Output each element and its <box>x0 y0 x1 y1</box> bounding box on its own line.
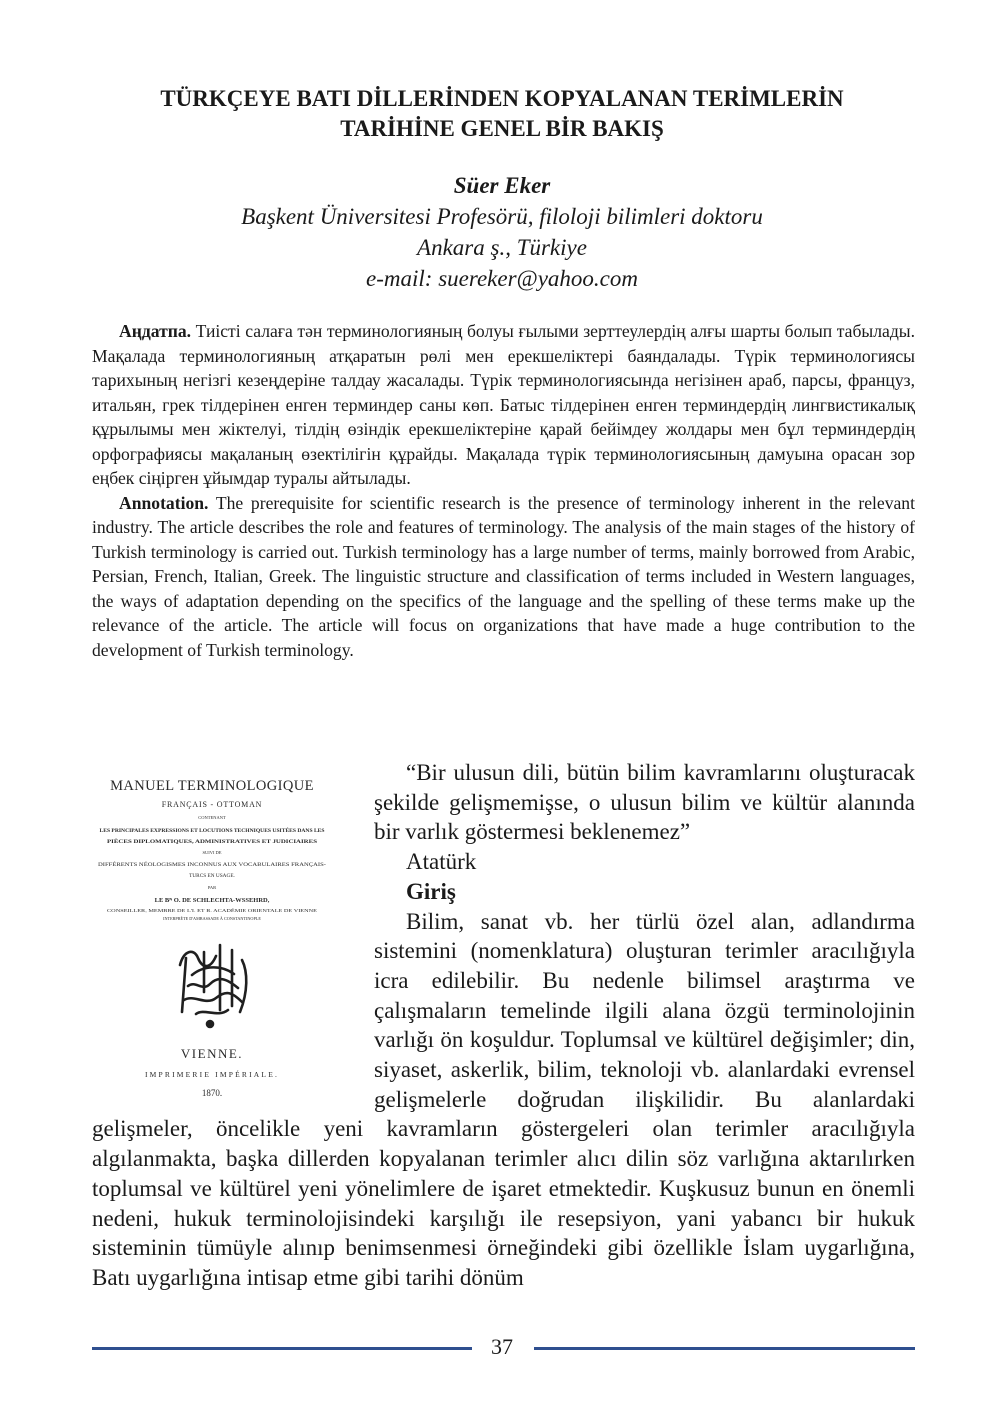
figure-book-title: MANUEL TERMINOLOGIQUE <box>110 778 314 794</box>
article-body <box>92 758 915 1293</box>
footer-rule-right <box>534 1347 915 1350</box>
author-position: Başkent Üniversitesi Profesörü, filoloji bilimleri doktoru <box>241 204 763 229</box>
author-name: Süer Eker <box>453 173 551 198</box>
figure-author: LE Bᴺ O. DE SCHLECHTA-WSSEHRD, <box>154 897 270 904</box>
figure-line-d: TURCS EN USAGE. <box>189 873 235 879</box>
figure-author-sub-2: INTERPRÈTE D'AMBASSADE À CONSTANTINOPLE <box>163 916 261 921</box>
body-paragraph: Bilim, sanat vb. her türlü özel alan, adlandırma sistemini (nomenklatura) oluşturan terimler aracılığıyla icra edilebilir. Bu nedenle bilimsel araştırma ve çalışmaların temelinde ilgili alana özgü terminolojinin varlığı ön koşuldur. Toplumsal ve kültürel değişimler; din, siyaset, askerlik, bilim, teknoloji vb. alanlardaki evrensel gelişmelerle doğrudan ilişkilidir. Bu alanlardaki gelişmeler, öncelikle yeni kavramların göstergeleri olan terimler aracılığıyla algılanmakta, başka dillerden kopyalanan terimler alıcı dilin söz varlığına aktarılırken toplumsal ve kültürel yeni yönelimlere de işaret etmektedir. Kuşkusuz bunun en önemli nedeni, hukuk terminolojisindeki karşılığı ile resepsiyon, yani yabancı bir hukuk sisteminin tümüyle alınıp benimsenmesi örneğindeki gibi özellikle İslam uygarlığına, Batı uygarlığına intisap etme gibi tarihi dönüm <box>92 908 915 1290</box>
figure-line-b: PIÈCES DIPLOMATIQUES, ADMINISTRATIVES ET JUDICIAIRES <box>107 839 270 845</box>
figure-year: 1870. <box>201 1088 223 1098</box>
abstract-english-label: Annotation. <box>119 492 209 513</box>
epigraph-author: Atatürk <box>406 849 477 875</box>
figure-book-subtitle: FRANÇAIS - OTTOMAN <box>161 800 263 809</box>
figure-line-contenant: CONTENANT <box>198 815 226 820</box>
abstract-english <box>92 491 915 663</box>
figure-city: VIENNE. <box>180 1046 244 1061</box>
figure-author-sub-1: CONSEILLER, MEMBRE DE L'I. ET R. ACADÉMIE ORIENTALE DE VIENNE <box>107 908 248 913</box>
author-email: e-mail: suereker@yahoo.com <box>366 266 638 291</box>
article-title-line-2: TARİHİNE GENEL BİR BAKIŞ <box>340 116 664 141</box>
figure-line-a: LES PRINCIPALES EXPRESSIONS ET LOCUTIONS TECHNIQUES USITÉES DANS LES <box>99 828 314 834</box>
figure-press: IMPRIMERIE IMPÉRIALE. <box>144 1070 280 1079</box>
page-number: 37 <box>491 1334 513 1359</box>
abstract-kazakh-label: Аңдатпа. <box>119 321 192 341</box>
article-title-line-1: TÜRKÇEYE BATI DİLLERİNDEN KOPYALANAN TERİMLERİN <box>160 86 844 111</box>
figure-line-par: PAR <box>207 885 217 890</box>
figure-line-c: DIFFÉRENTS NÉOLOGISMES INCONNUS AUX VOCABULAIRES FRANÇAIS- <box>98 862 281 868</box>
abstract-kazakh-text: Тиісті салаға тән терминологияның болуы ғылыми зерттеулердің алғы шарты болып табылады. Мақалада терминологияның атқаратын рөлі мен ерекшеліктері баяндалады. Түрік терминологиясы тарихының негізгі кезеңдеріне талдау жасалады. Түрік терминологиясында негізінен араб, парсы, француз, итальян, грек тілдерінен енген терминдер саны көп. Батыс тілдерінен енген терминдердің лингвистикалық құрылымы мен жіктелуі, тілдің өзіндік ерекшеліктеріне қарай бейімдеу жолдары мен бұл терминдердің орфографиясы мақаланың өзектілігін құрайды. Мақалада түрік терминологиясының дамуына орасан зор еңбек сіңірген ұйымдар туралы айтылады. <box>92 321 915 488</box>
abstract-kazakh <box>92 319 915 491</box>
footer-rule-left <box>92 1347 472 1350</box>
author-location: Ankara ş., Türkiye <box>417 235 587 260</box>
epigraph-quote: “Bir ulusun dili, bütün bilim kavramlarını oluşturacak şekilde gelişmemişse, o ulusun bilim ve kültür alanında bir varlık göstermesi beklenemez” <box>374 760 915 845</box>
figure-line-suivi: SUIVI DE <box>202 850 222 855</box>
article-title <box>92 84 912 144</box>
author-block <box>92 170 912 294</box>
section-heading: Giriş <box>406 878 456 904</box>
abstract-english-text: The prerequisite for scientific research is the presence of terminology inherent in the relevant industry. The article describes the role and features of terminology. The analysis of the main stages of the history of Turkish terminology is carried out. Turkish terminology has a large number of terms, mainly borrowed from Arabic, Persian, French, Italian, Greek. The linguistic structure and classification of terms included in Western languages, the ways of adaptation depending on the specifics of the language and the spelling of these terms make up the relevance of the article. The article will focus on organizations that have made a huge contribution to the development of Turkish terminology. <box>92 492 915 660</box>
abstract-section <box>92 319 915 662</box>
figure-wrap-space <box>92 758 374 1114</box>
